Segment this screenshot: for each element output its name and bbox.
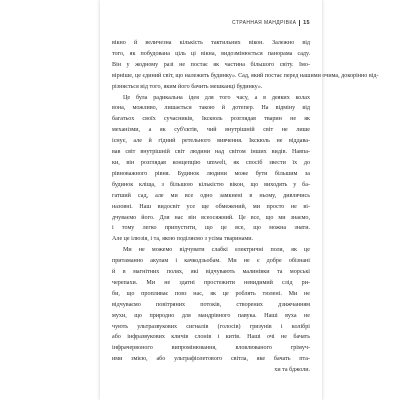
- text-line: вікно й величезна кількість тактильних вікон. Залежно від: [112, 40, 310, 46]
- text-line: багатьох своїх сучасників, Ікскюль розглядав тварин не як: [112, 116, 310, 123]
- header-divider: [299, 20, 300, 26]
- text-line: хи та бджоли.: [274, 367, 310, 374]
- text-line: мухи, що природно для мандрівного павука. Наші вуха не: [112, 312, 310, 319]
- text-line: Це була радикальна ідея для того часу, а в деяких колах: [123, 94, 310, 101]
- page-number: 15: [303, 20, 310, 26]
- text-line: би, що пропливає повз нас, як це роблять тюлені. Ми не: [112, 290, 310, 297]
- text-line: Ми не можемо відчувати слабкі електричні поля, як це: [123, 247, 310, 254]
- text-line: назовні. Наш видосвіт усе ще обмежений, ми просто не ві-: [112, 203, 310, 210]
- running-header: [232, 20, 310, 26]
- text-line: вірніше, це єдиний світ, що належить будинку». Сад, який постає перед нашими очима, докорінно від-: [112, 72, 379, 79]
- text-line: механізми, а як суб'єктів, чий внутрішній світ не лише: [112, 127, 310, 134]
- text-line: Але це ілюзія, і та, якою поділяємо з усіма тваринами.: [112, 236, 253, 243]
- text-line: того, як побудована ціль ці вікна, видозмінюється панорама саду.: [112, 50, 310, 57]
- text-line: притаманно акулам і качкодзьобам. Ми не є добре обізнані: [112, 258, 310, 265]
- text-line: черепахи. Ми не здатні простежити невидимий слід ри-: [112, 279, 310, 286]
- text-line: відчуваємо повітряних потоків, створених дзижчанням: [112, 301, 310, 308]
- text-line: ки, він розглядав концепцію umwelt, як спосіб звести їх до: [112, 159, 310, 166]
- text-line: дчуваємо його. Для нас він всеосяжний. Це все, що ми знаємо,: [112, 214, 310, 221]
- text-line: чують ультразвукових сигналів (голосів) гризунів і колібрі: [112, 323, 310, 330]
- text-line: вона, можливо, лишається такою й дотепер. На відміну від: [112, 105, 310, 112]
- text-line: Він у жодному разі не постає як частина більшого світу. Імо-: [112, 61, 310, 68]
- text-line: існує, але й гідний ретельного вивчення. Ікскюль не віддава-: [112, 138, 310, 145]
- text-line: і тому легко припустити, що це все, що можна знати.: [112, 225, 310, 232]
- text-line: рівноважного рівня. Будинок людини може бути більшим за: [112, 170, 310, 177]
- text-line: інфрачервоного випромінювання, вловлюваного грімуч-: [112, 345, 310, 352]
- text-line: гатший сад, але ми все одно замкнені в ньому, дивлячись: [112, 192, 310, 199]
- text-line: ими змією, або ультрафіолетового світла, яке бачать пта-: [112, 356, 310, 363]
- text-line: різняється від того, яким його бачить мешканці будинку».: [112, 83, 263, 90]
- text-line: вав світ внутрішній світ людини над світом інших видів. Навпа-: [112, 149, 310, 156]
- text-line: або інфразвукових кличів слонів і китів. Наші очі не бачать: [112, 334, 310, 341]
- body-text: [112, 38, 379, 376]
- text-line: й в магнітних полях, які відчувають малинівки та морські: [112, 269, 310, 276]
- running-title: СТРАННАЯ МАНДРІВКА: [231, 20, 297, 26]
- text-line: будинок кліща, з більшою кількістю вікон, що виходять у ба-: [112, 181, 310, 188]
- book-page: [100, 0, 379, 400]
